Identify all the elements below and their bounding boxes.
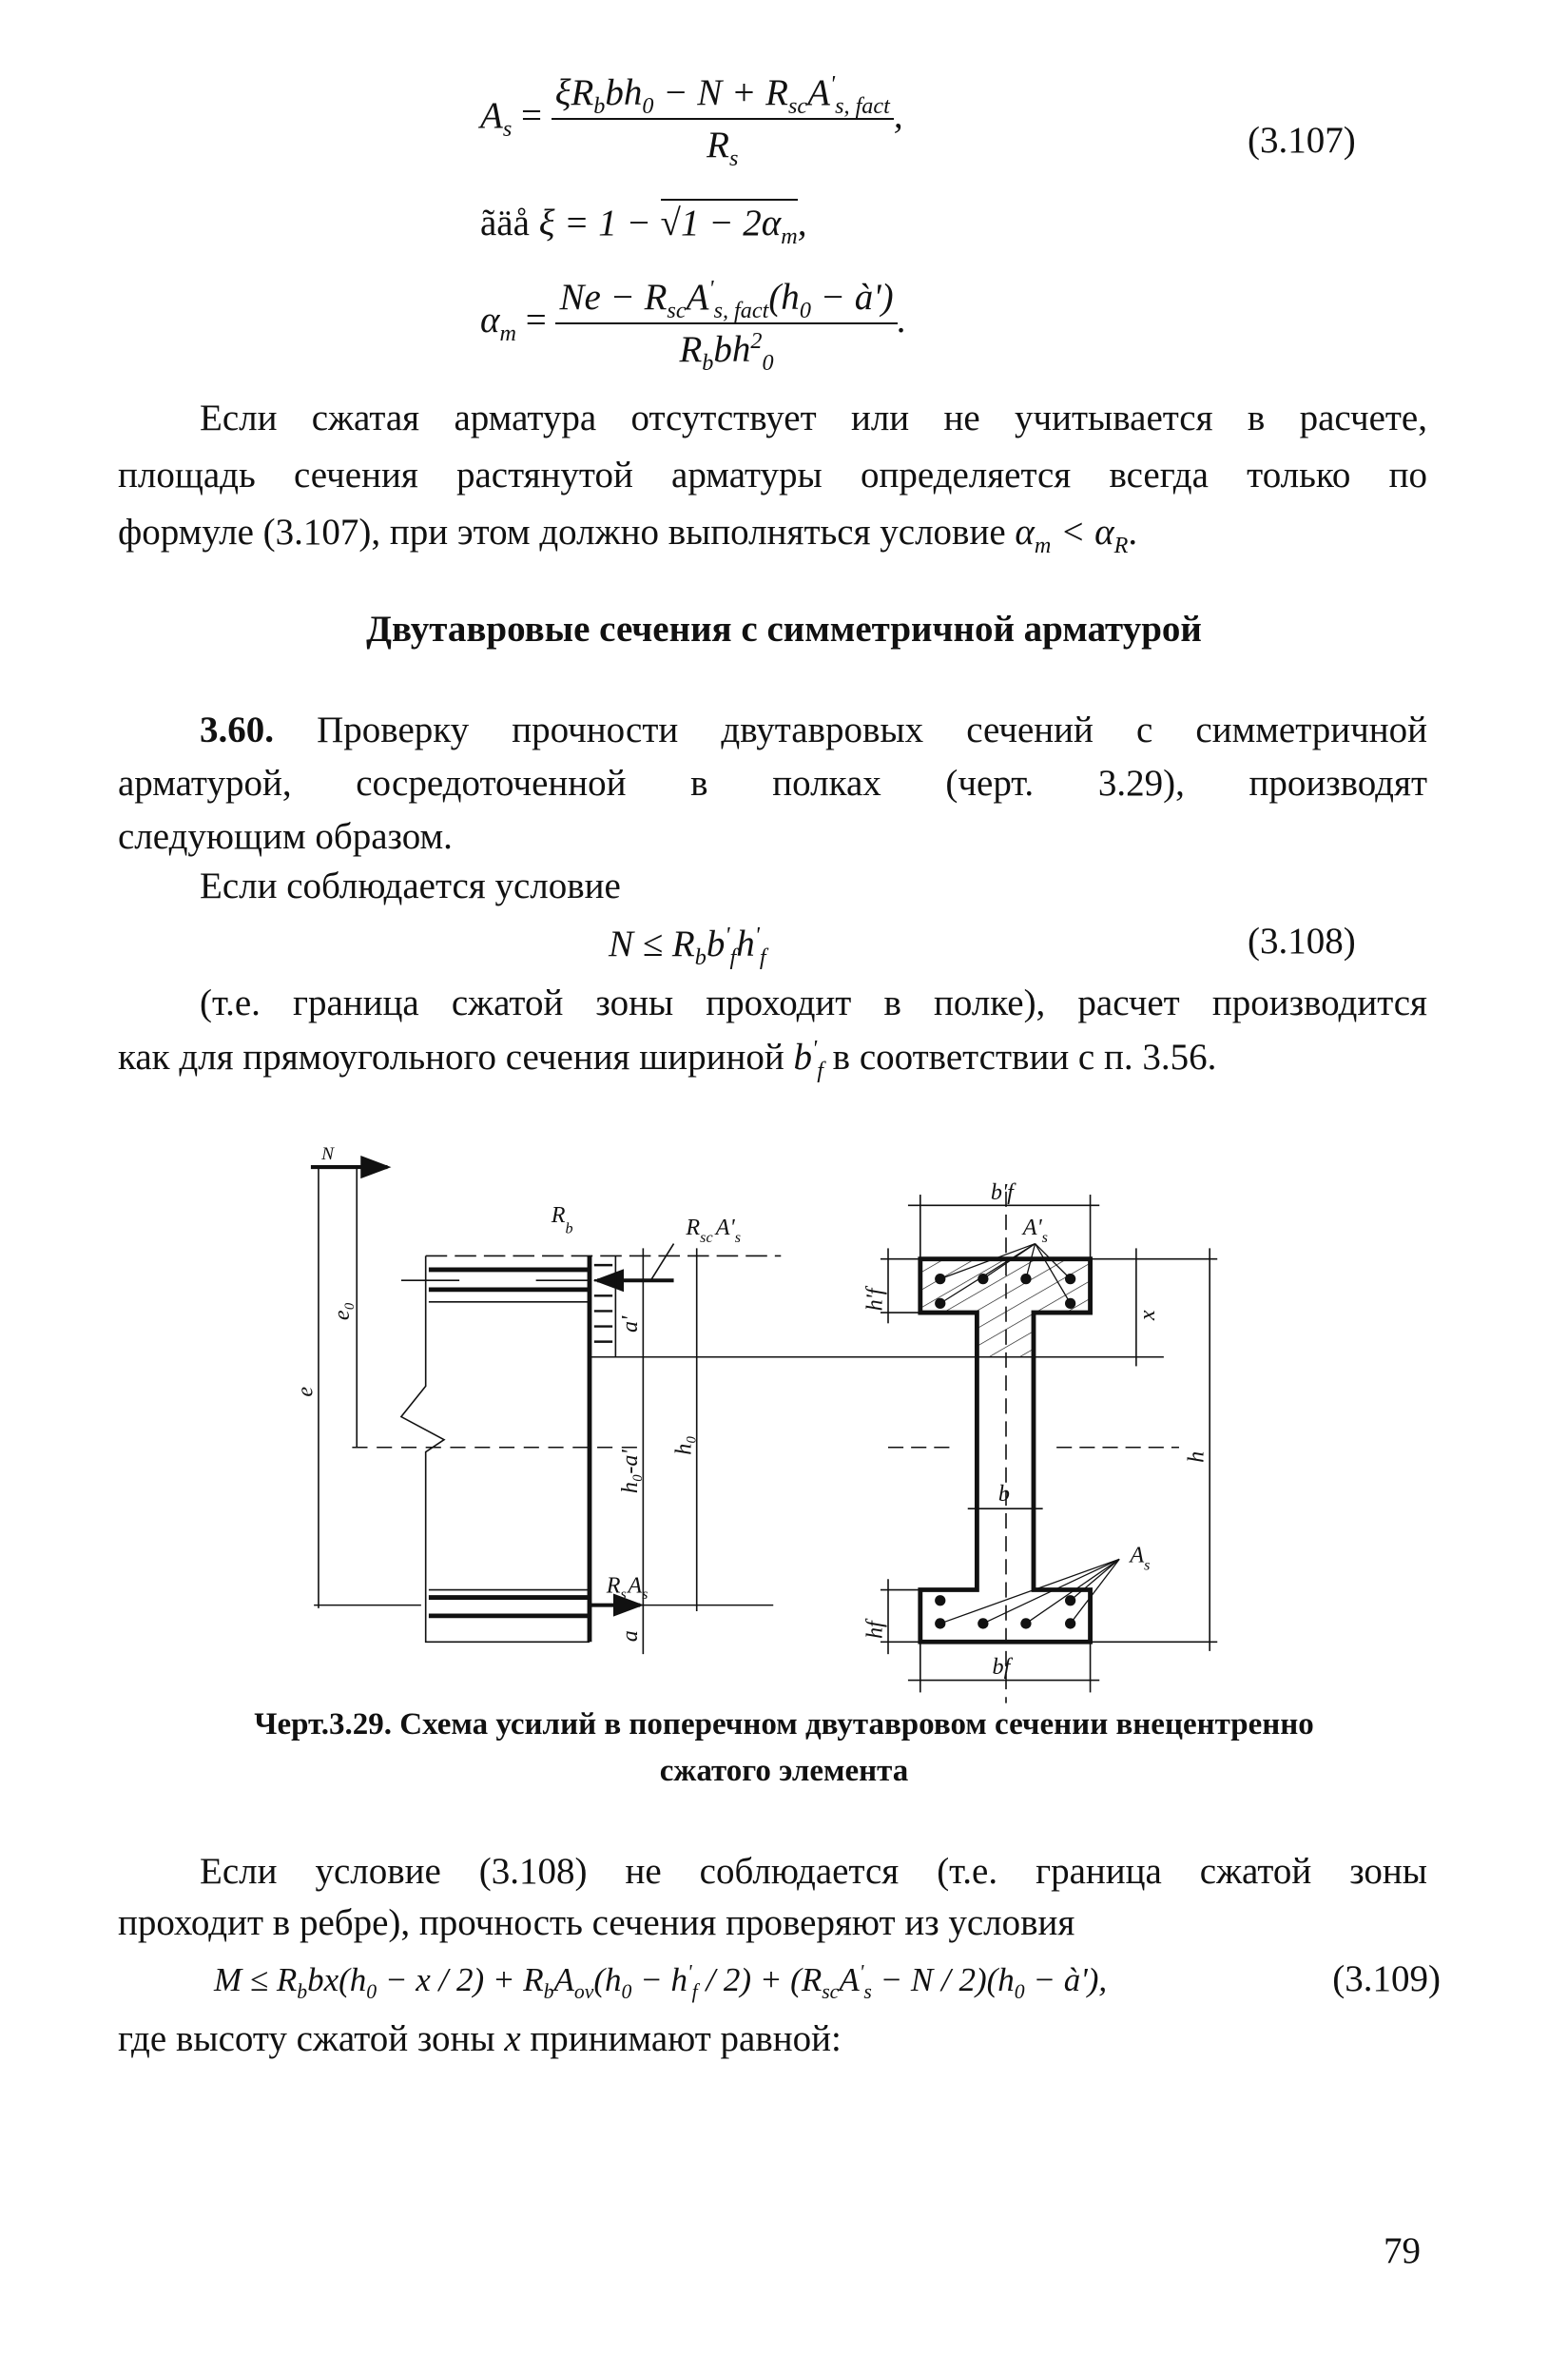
math-sup: ' bbox=[829, 71, 836, 97]
paragraph-line: проходит в ребре), прочность сечения проверяют из условия bbox=[118, 1902, 1075, 1943]
label-h0: h₀ bbox=[670, 1435, 697, 1455]
math-part: A bbox=[686, 277, 709, 318]
math-part: (h bbox=[768, 277, 800, 318]
equation-number: (3.107) bbox=[1248, 120, 1356, 161]
math-sup: ' bbox=[687, 1960, 692, 1984]
paragraph-line bbox=[118, 2020, 842, 2057]
label-as-section-group bbox=[1128, 1543, 1150, 1574]
i-beam-outline bbox=[920, 1259, 1091, 1643]
math-part: ξR bbox=[554, 72, 594, 113]
i-section-diagram bbox=[881, 1192, 1217, 1703]
math-part: A bbox=[553, 1961, 574, 1998]
formula-sub: m bbox=[499, 320, 516, 346]
math-sup: ' bbox=[725, 923, 730, 948]
math-part: ξ = 1 − bbox=[529, 203, 661, 243]
equation-number: (3.108) bbox=[1248, 921, 1356, 962]
denominator bbox=[552, 120, 894, 171]
math-sub: sc bbox=[787, 92, 808, 119]
math-sub: b bbox=[593, 92, 606, 119]
math-sub: f bbox=[759, 944, 766, 970]
label-rsc-as-prime bbox=[685, 1215, 741, 1246]
formula-lhs: A bbox=[480, 94, 503, 136]
math-part: . bbox=[897, 299, 907, 341]
math-sub: s, fact bbox=[835, 92, 890, 119]
math-part: x bbox=[504, 2018, 521, 2059]
math-sub: 0 bbox=[621, 1980, 632, 2003]
formula-alpha-m bbox=[480, 276, 907, 376]
math-sub: sc bbox=[667, 297, 687, 323]
sqrt-radicand: $√1 - 2\alpha_m$ bbox=[661, 199, 798, 243]
paragraph-line bbox=[118, 512, 1138, 558]
math-part: − h bbox=[631, 1961, 688, 1998]
label-a-prime: a' bbox=[616, 1315, 643, 1333]
math-sub: 0 bbox=[1014, 1980, 1025, 2003]
math-part: b bbox=[706, 924, 726, 964]
math-part: < α bbox=[1051, 512, 1114, 553]
math-part: − N / 2)(h bbox=[871, 1961, 1015, 1998]
math-part: , bbox=[893, 94, 903, 136]
math-part: M ≤ R bbox=[214, 1961, 298, 1998]
math-part: A bbox=[807, 72, 830, 113]
text: в соответствии с п. 3.56. bbox=[832, 1037, 1217, 1078]
math-sub: b bbox=[297, 1980, 308, 2003]
equation-number: (3.109) bbox=[1332, 1958, 1441, 1999]
math-sub: f bbox=[691, 1980, 698, 2003]
math-sub: m bbox=[781, 223, 798, 249]
label-rs-as bbox=[606, 1573, 648, 1603]
label-rsc-sub: sc bbox=[700, 1229, 713, 1246]
stress-block-arrows bbox=[594, 1265, 612, 1342]
garbled-word: ãäå bbox=[480, 203, 530, 243]
math-sub: b bbox=[543, 1980, 554, 2003]
math-part: bh bbox=[713, 329, 751, 370]
math-sub: sc bbox=[822, 1980, 840, 2003]
text: как для прямоугольного сечения шириной bbox=[118, 1037, 784, 1078]
math-sub: s bbox=[863, 1980, 872, 2003]
label-rsc: R bbox=[686, 1214, 701, 1240]
math-part: 1 − 2α bbox=[680, 203, 782, 243]
paragraph-line bbox=[200, 711, 1427, 749]
math-sup: ' bbox=[859, 1960, 864, 1984]
text: Проверку прочности двутавровых сечений с симметричной bbox=[274, 710, 1427, 750]
rebar-dots bbox=[935, 1274, 1075, 1629]
math-part: α bbox=[1015, 512, 1035, 553]
section-outline bbox=[401, 1255, 590, 1642]
math-sub: 0 bbox=[799, 297, 811, 323]
formula-3-109-row bbox=[214, 1957, 1441, 2003]
label-bf-prime: b'f bbox=[990, 1178, 1014, 1205]
math-sub: s, fact bbox=[713, 297, 769, 323]
label-as-prime-sub: s bbox=[734, 1229, 742, 1246]
label-rs-sub: s bbox=[620, 1586, 627, 1604]
formula-3-107 bbox=[480, 71, 903, 171]
figure-caption-line: сжатого элемента bbox=[659, 1754, 909, 1788]
label-e0: e₀ bbox=[329, 1301, 356, 1321]
math-sub: ov bbox=[573, 1980, 594, 2003]
label-as-sub: s bbox=[642, 1586, 648, 1604]
figure-caption-line: Черт.3.29. Схема усилий в поперечном двутавровом сечении внецентренно bbox=[254, 1707, 1314, 1742]
label-rs: R bbox=[606, 1572, 621, 1599]
math-sub: 0 bbox=[762, 349, 774, 376]
paragraph-line: следующим образом. bbox=[118, 816, 453, 857]
math-sub: s bbox=[729, 145, 739, 171]
math-part: b bbox=[793, 1037, 813, 1078]
math-part: − à') bbox=[810, 277, 894, 318]
paragraph-line: Если сжатая арматура отсутствует или не учитывается в расчете, bbox=[200, 398, 1427, 438]
math-part: Ne − R bbox=[559, 277, 668, 318]
label-n: N bbox=[321, 1144, 335, 1165]
math-sub: R bbox=[1113, 532, 1129, 558]
math-part: − x / 2) + R bbox=[377, 1961, 544, 1998]
math-sub: f bbox=[729, 944, 737, 970]
label-b: b bbox=[997, 1481, 1011, 1508]
label-as-prime-section-group bbox=[1021, 1215, 1048, 1246]
formula-lhs: α bbox=[480, 299, 500, 341]
math-sub: b bbox=[702, 349, 714, 376]
label-x: x bbox=[1134, 1310, 1161, 1321]
fraction bbox=[555, 276, 897, 376]
formula-xi bbox=[480, 202, 807, 249]
math-part: N ≤ R bbox=[609, 924, 695, 964]
paragraph-line: Если соблюдается условие bbox=[200, 866, 621, 906]
equals-sign: = bbox=[515, 299, 556, 341]
math-sup: ' bbox=[812, 1036, 818, 1061]
label-e: e bbox=[292, 1386, 319, 1397]
math-part: , bbox=[797, 203, 807, 243]
math-sub: 0 bbox=[366, 1980, 377, 2003]
label-as: A bbox=[628, 1572, 643, 1599]
formula-3-109 bbox=[214, 1960, 1108, 2003]
label-h0-a: h₀-a' bbox=[616, 1450, 643, 1494]
text: где высоту сжатой зоны bbox=[118, 2018, 505, 2059]
math-sub: m bbox=[1034, 532, 1052, 558]
math-part: (h bbox=[593, 1961, 622, 1998]
fraction bbox=[552, 71, 894, 171]
paragraph-line: Если условие (3.108) не соблюдается (т.е. граница сжатой зоны bbox=[200, 1851, 1427, 1892]
paragraph-line bbox=[118, 1036, 1217, 1083]
figure-labels bbox=[293, 1144, 1210, 1680]
math-sub: f bbox=[817, 1057, 823, 1083]
math-part: bx(h bbox=[307, 1961, 367, 1998]
math-part: A bbox=[839, 1961, 860, 1998]
numerator bbox=[555, 276, 897, 324]
math-sup: 2 bbox=[750, 328, 763, 354]
math-part: / 2) + (R bbox=[697, 1961, 823, 1998]
math-part: . bbox=[1128, 512, 1138, 553]
label-a: a bbox=[616, 1630, 643, 1643]
math-part: R bbox=[707, 125, 729, 165]
section-number: 3.60. bbox=[200, 710, 274, 750]
math-sup: ' bbox=[754, 923, 760, 948]
formula-sub: s bbox=[502, 115, 513, 142]
math-part: − à'), bbox=[1024, 1961, 1108, 1998]
elevation-diagram bbox=[311, 1167, 1164, 1654]
math-part: bh bbox=[605, 72, 643, 113]
label-hf-prime: h'f bbox=[861, 1288, 888, 1312]
paragraph-line: (т.е. граница сжатой зоны проходит в полке), расчет производится bbox=[200, 983, 1427, 1023]
label-rb bbox=[551, 1202, 573, 1236]
math-part: h bbox=[736, 924, 755, 964]
label-as-section-sub: s bbox=[1144, 1557, 1151, 1574]
label-as-section: A bbox=[1130, 1542, 1145, 1568]
label-as-prime-section: A' bbox=[1022, 1214, 1042, 1240]
math-part: R bbox=[679, 329, 703, 370]
section-heading: Двутавровые сечения с симметричной арматурой bbox=[366, 609, 1202, 650]
denominator bbox=[555, 324, 897, 376]
label-rb-sub: b bbox=[565, 1220, 573, 1237]
leader-lines bbox=[940, 1244, 1119, 1624]
label-as-prime: A' bbox=[715, 1214, 735, 1240]
math-sup: ' bbox=[708, 276, 714, 302]
label-h: h bbox=[1183, 1450, 1210, 1463]
label-as-prime-section-sub: s bbox=[1041, 1229, 1048, 1246]
numerator bbox=[552, 71, 894, 120]
label-rb-main: R bbox=[551, 1202, 566, 1229]
math-part: − N + R bbox=[653, 72, 788, 113]
paragraph-line: арматурой, сосредоточенной в полках (черт. 3.29), производят bbox=[118, 763, 1427, 804]
equals-sign: = bbox=[512, 94, 552, 136]
text: формуле (3.107), при этом должно выполняться условие bbox=[118, 512, 1006, 553]
page-number: 79 bbox=[1384, 2230, 1421, 2271]
label-bf: bf bbox=[992, 1654, 1011, 1681]
paragraph-line: площадь сечения растянутой арматуры определяется всегда только по bbox=[118, 455, 1427, 496]
formula-3-108 bbox=[609, 923, 766, 970]
math-sub: b bbox=[694, 944, 707, 970]
text: принимают равной: bbox=[520, 2018, 842, 2059]
math-sub: 0 bbox=[642, 92, 654, 119]
label-hf: hf bbox=[861, 1621, 888, 1640]
